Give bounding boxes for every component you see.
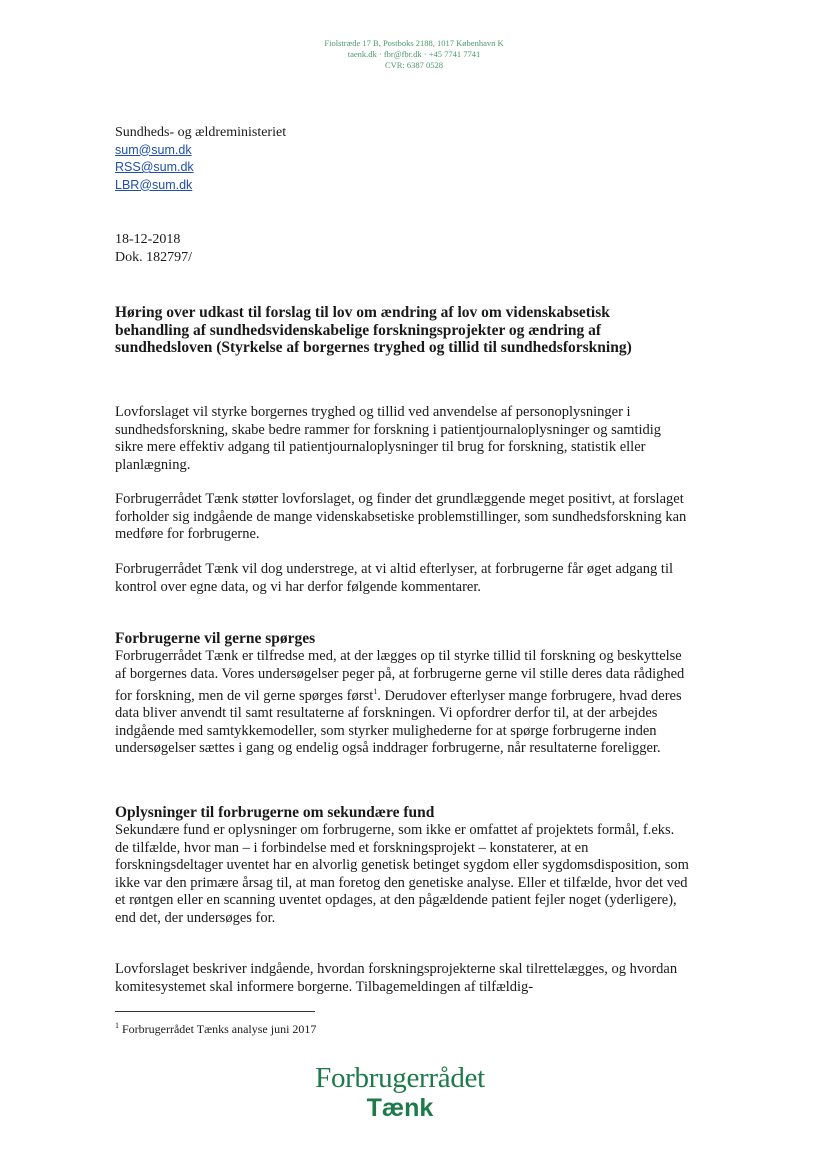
recipient-block xyxy=(115,124,286,194)
footnote-reference: 1 xyxy=(373,687,378,696)
document-meta xyxy=(115,231,192,266)
email-link-lbr[interactable]: LBR@sum.dk xyxy=(115,177,193,192)
logo-wordmark-top: Forbrugerrådet xyxy=(315,1062,485,1094)
footnote-mark: 1 xyxy=(115,1021,119,1030)
letter-title: Høring over udkast til forslag til lov om ændring af lov om videnskabsetisk behandling af sundhedsvidenskabelige forskningsprojekter og ændring af sundhedsloven (Styrkelse af borgernes tryghed og tillid til sundhedsforskning) xyxy=(115,304,632,356)
organization-logo xyxy=(0,1063,800,1122)
paragraph-proposal: Lovforslaget beskriver indgående, hvordan forskningsprojekterne skal tilrettelægges, og hvordan komitesystemet skal informere borgerne. Tilbagemeldingen af tilfældig- xyxy=(115,961,678,995)
letterhead-address: Fiolstræde 17 B, Postboks 2188, 1017 København K xyxy=(324,38,504,48)
paragraph-intro: Lovforslaget vil styrke borgernes tryghed og tillid ved anvendelse af personoplysninger i sundhedsforskning, skabe bedre rammer for forskning i patientjournaloplysninger og samtidig sikre mere effektiv adgang til patientjournaloplysninger til brug for forskning, statistik eller planlægning. xyxy=(115,404,662,473)
footnote-divider xyxy=(115,1011,315,1012)
letterhead xyxy=(0,38,828,71)
consent-text-part2: . Derudover efterlyser mange forbrugere, hvad deres data bliver anvendt til samt resultaterne af forskningen. Vi opfordrer derfor til, at der arbejdes indgående med samtykkemodeller, som styrker mulighederne for at spørge forbrugerne inden undersøgelser sættes i gang og endelig også inddrager forbrugerne, når resultaterne foreligger. xyxy=(115,687,682,757)
section-text-secondary-findings: Sekundære fund er oplysninger om forbrugerne, som ikke er omfattet af projektets formål, f.eks. de tilfælde, hvor man – i forbindelse med et forskningsprojekt – konstaterer, at en forskningsdeltager uventet har en alvorlig genetisk betinget sygdom eller sygdomsdisposition, som ikke var den primære årsag til, at man foretog den genetiske analyse. Eller et tilfælde, hvor det ved et røntgen eller en scanning uventet opdages, at den pågældende patient fejler noget (yderligere), end det, der undersøges for. xyxy=(115,822,689,926)
footnote-text: Forbrugerrådet Tænks analyse juni 2017 xyxy=(122,1022,317,1036)
letterhead-contact: taenk.dk · fbr@fbr.dk · +45 7741 7741 xyxy=(347,49,481,59)
document-date: 18-12-2018 xyxy=(115,232,181,247)
paragraph-support: Forbrugerrådet Tænk støtter lovforslaget, og finder det grundlæggende meget positivt, at forslaget forholder sig indgående de mange videnskabsetiske problemstillinger, som sundhedsforskning kan medføre for forbrugerne. xyxy=(115,491,687,542)
document-number: Dok. 182797/ xyxy=(115,249,192,265)
section-heading-consent: Forbrugerne vil gerne spørges xyxy=(115,630,316,647)
email-link-rss[interactable]: RSS@sum.dk xyxy=(115,160,194,174)
section-text-consent xyxy=(115,648,690,758)
footnote xyxy=(115,1019,316,1036)
email-link-sum[interactable]: sum@sum.dk xyxy=(115,142,192,157)
logo-wordmark-bottom: Tænk xyxy=(366,1094,434,1122)
letterhead-cvr: CVR: 6387 0528 xyxy=(384,60,444,70)
recipient-name: Sundheds- og ældreministeriet xyxy=(115,125,287,140)
consent-text-part1: Forbrugerrådet Tænk er tilfredse med, at der lægges op til styrke tillid til forskning og beskyttelse af borgernes data. Vores undersøgelser peger på, at forbrugerne gerne vil stille deres data rådighed for forskning, men de vil gerne spørges først xyxy=(115,648,685,704)
paragraph-emphasis: Forbrugerrådet Tænk vil dog understrege, at vi altid efterlyser, at forbrugerne får øget adgang til kontrol over egne data, og vi har derfor følgende kommentarer. xyxy=(115,561,674,595)
section-heading-secondary-findings: Oplysninger til forbrugerne om sekundære fund xyxy=(115,804,435,821)
